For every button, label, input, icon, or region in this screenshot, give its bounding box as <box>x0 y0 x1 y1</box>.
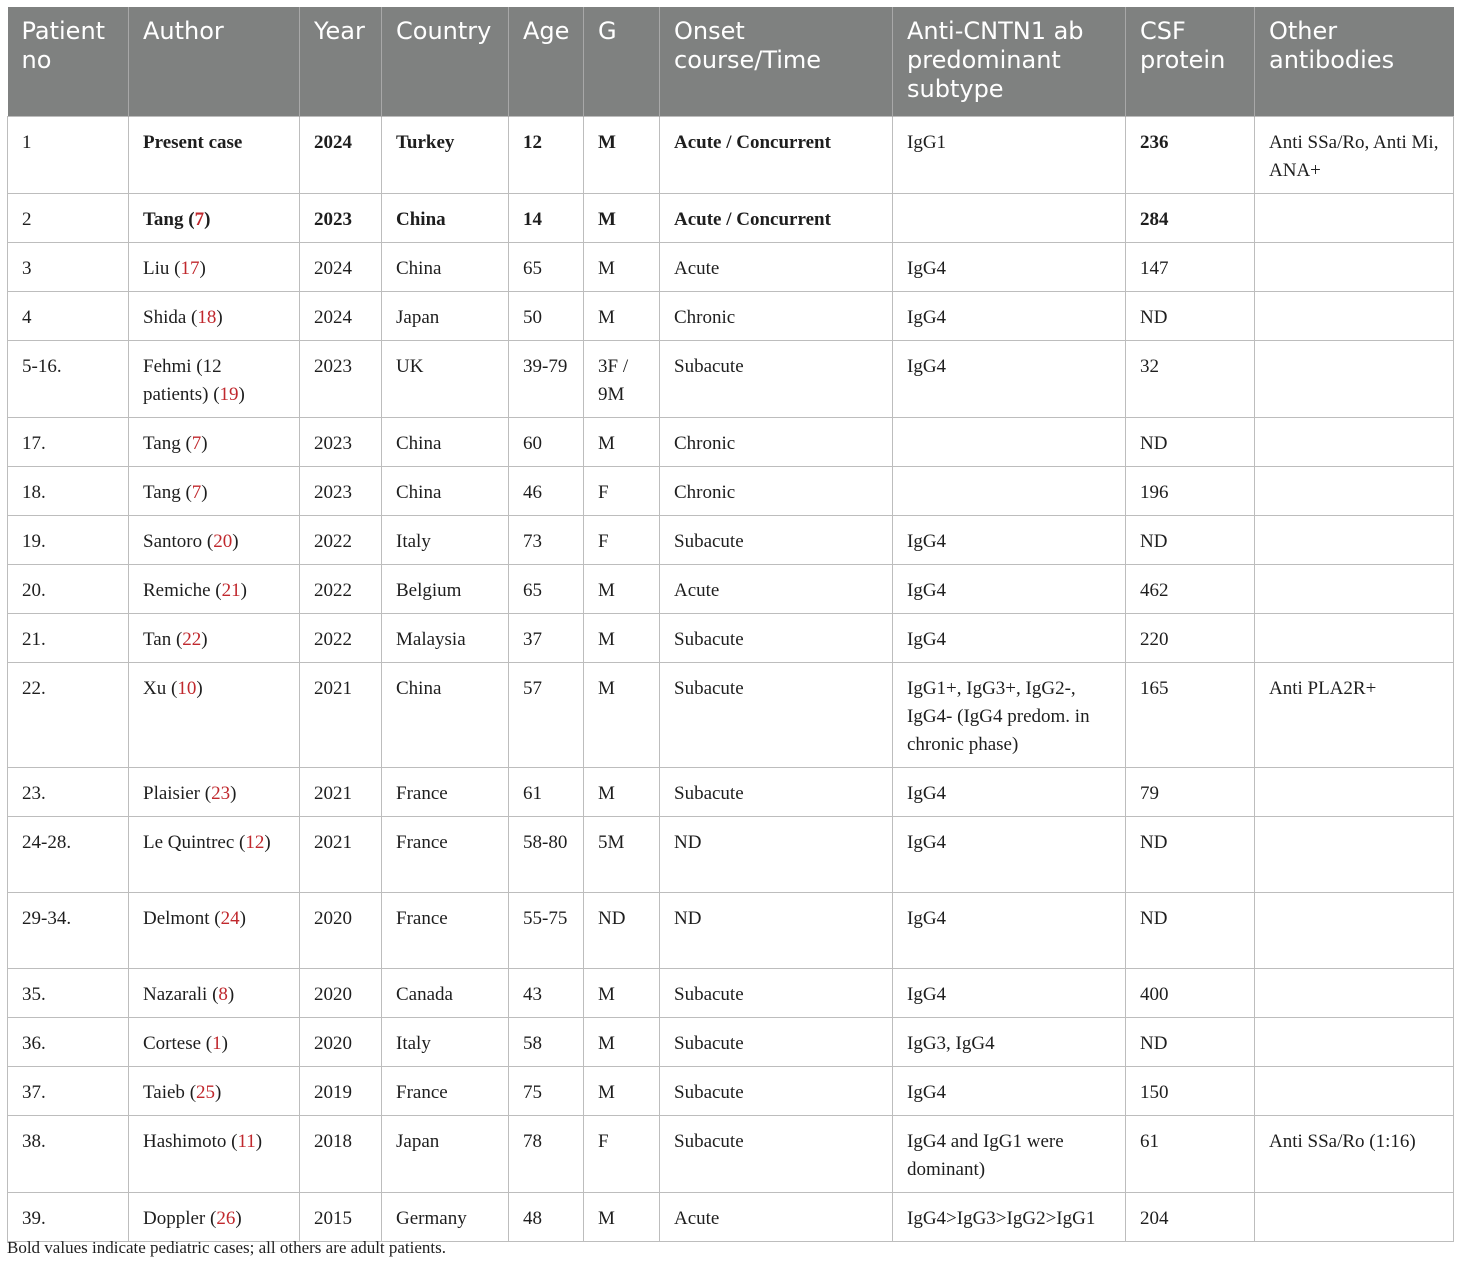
age-cell: 14 <box>509 194 584 243</box>
gender-cell: F <box>584 467 660 516</box>
patient-no-cell: 20. <box>8 565 129 614</box>
year-cell: 2023 <box>300 418 382 467</box>
age-cell: 48 <box>509 1193 584 1242</box>
country-cell: France <box>382 768 509 817</box>
author-name: Le Quintrec <box>143 832 235 853</box>
age-cell: 37 <box>509 614 584 663</box>
reference-link[interactable]: 19 <box>219 384 239 405</box>
gender-cell: 3F / 9M <box>584 341 660 418</box>
onset-cell: Acute / Concurrent <box>660 194 893 243</box>
subtype-cell: IgG4 <box>893 516 1126 565</box>
other-antibodies-cell: Anti PLA2R+ <box>1255 663 1454 768</box>
other-antibodies-cell <box>1255 768 1454 817</box>
csf-protein-cell: 236 <box>1126 117 1255 194</box>
country-cell: China <box>382 418 509 467</box>
onset-cell: Chronic <box>660 292 893 341</box>
reference-link[interactable]: 7 <box>191 482 202 503</box>
other-antibodies-cell <box>1255 292 1454 341</box>
country-cell: Turkey <box>382 117 509 194</box>
onset-cell: Acute <box>660 243 893 292</box>
other-antibodies-cell <box>1255 194 1454 243</box>
subtype-cell: IgG4 <box>893 243 1126 292</box>
author-cell: Delmont (24) <box>129 893 300 969</box>
country-cell: Italy <box>382 516 509 565</box>
author-cell: Nazarali (8) <box>129 969 300 1018</box>
age-cell: 57 <box>509 663 584 768</box>
gender-cell: M <box>584 292 660 341</box>
csf-protein-cell: 61 <box>1126 1116 1255 1193</box>
country-cell: UK <box>382 341 509 418</box>
patient-no-cell: 35. <box>8 969 129 1018</box>
other-antibodies-cell <box>1255 969 1454 1018</box>
country-cell: France <box>382 1067 509 1116</box>
other-antibodies-cell: Anti SSa/Ro, Anti Mi, ANA+ <box>1255 117 1454 194</box>
year-cell: 2022 <box>300 565 382 614</box>
table-row <box>8 1193 1454 1242</box>
other-antibodies-cell: Anti SSa/Ro (1:16) <box>1255 1116 1454 1193</box>
age-cell: 60 <box>509 418 584 467</box>
other-antibodies-cell <box>1255 1193 1454 1242</box>
gender-cell: M <box>584 969 660 1018</box>
gender-cell: M <box>584 418 660 467</box>
onset-cell: Acute <box>660 565 893 614</box>
reference-link[interactable]: 23 <box>211 783 231 804</box>
csf-protein-cell: 32 <box>1126 341 1255 418</box>
csf-protein-cell: 462 <box>1126 565 1255 614</box>
patient-no-cell: 2 <box>8 194 129 243</box>
patient-no-cell: 18. <box>8 467 129 516</box>
author-name: Shida <box>143 307 187 328</box>
table-row <box>8 969 1454 1018</box>
subtype-cell: IgG3, IgG4 <box>893 1018 1126 1067</box>
csf-protein-cell: ND <box>1126 418 1255 467</box>
gender-cell: M <box>584 117 660 194</box>
country-cell: China <box>382 663 509 768</box>
author-name: Xu <box>143 678 167 699</box>
csf-protein-cell: 150 <box>1126 1067 1255 1116</box>
year-cell: 2024 <box>300 292 382 341</box>
author-name: Tang <box>143 209 184 230</box>
column-header: Year <box>300 7 382 117</box>
age-cell: 46 <box>509 467 584 516</box>
column-header: Anti-CNTN1 ab predominant subtype <box>893 7 1126 117</box>
table-row <box>8 893 1454 969</box>
author-name: Tang <box>143 482 181 503</box>
gender-cell: M <box>584 1193 660 1242</box>
table-row <box>8 117 1454 194</box>
reference-link[interactable]: 11 <box>237 1131 256 1152</box>
country-cell: Germany <box>382 1193 509 1242</box>
country-cell: France <box>382 893 509 969</box>
table-row <box>8 565 1454 614</box>
author-cell: Liu (17) <box>129 243 300 292</box>
patient-no-cell: 21. <box>8 614 129 663</box>
onset-cell: Subacute <box>660 516 893 565</box>
csf-protein-cell: 284 <box>1126 194 1255 243</box>
age-cell: 58 <box>509 1018 584 1067</box>
reference-link[interactable]: 26 <box>216 1208 236 1229</box>
reference-link[interactable]: 12 <box>245 832 265 853</box>
author-cell <box>129 117 300 194</box>
csf-protein-cell: ND <box>1126 893 1255 969</box>
patient-no-cell: 1 <box>8 117 129 194</box>
onset-cell: Subacute <box>660 969 893 1018</box>
other-antibodies-cell <box>1255 418 1454 467</box>
gender-cell: M <box>584 565 660 614</box>
country-cell: China <box>382 194 509 243</box>
patients-table <box>7 7 1454 1242</box>
gender-cell: 5M <box>584 817 660 893</box>
table-body <box>8 117 1454 1242</box>
author-name: Present case <box>143 132 243 153</box>
onset-cell: Chronic <box>660 418 893 467</box>
reference-link[interactable]: 18 <box>197 307 217 328</box>
patient-no-cell: 37. <box>8 1067 129 1116</box>
csf-protein-cell: 79 <box>1126 768 1255 817</box>
gender-cell: M <box>584 243 660 292</box>
onset-cell: Chronic <box>660 467 893 516</box>
author-cell: Fehmi (12 patients) (19) <box>129 341 300 418</box>
table-row <box>8 516 1454 565</box>
column-header: G <box>584 7 660 117</box>
author-cell: Santoro (20) <box>129 516 300 565</box>
year-cell: 2015 <box>300 1193 382 1242</box>
csf-protein-cell: ND <box>1126 817 1255 893</box>
table-row <box>8 663 1454 768</box>
other-antibodies-cell <box>1255 614 1454 663</box>
other-antibodies-cell <box>1255 243 1454 292</box>
reference-link[interactable]: 21 <box>221 580 241 601</box>
author-cell: Cortese (1) <box>129 1018 300 1067</box>
other-antibodies-cell <box>1255 1018 1454 1067</box>
table-footnote: Bold values indicate pediatric cases; all others are adult patients. <box>7 1238 447 1257</box>
subtype-cell: IgG4 <box>893 817 1126 893</box>
country-cell: Malaysia <box>382 614 509 663</box>
column-header: Country <box>382 7 509 117</box>
column-header: Author <box>129 7 300 117</box>
author-cell: Doppler (26) <box>129 1193 300 1242</box>
table-row <box>8 1067 1454 1116</box>
author-name: Tang <box>143 433 181 454</box>
gender-cell: ND <box>584 893 660 969</box>
table-row <box>8 341 1454 418</box>
age-cell: 78 <box>509 1116 584 1193</box>
patient-no-cell: 23. <box>8 768 129 817</box>
author-name: Liu <box>143 258 170 279</box>
subtype-cell: IgG4 <box>893 565 1126 614</box>
gender-cell: M <box>584 1018 660 1067</box>
age-cell: 55-75 <box>509 893 584 969</box>
column-header: Other antibodies <box>1255 7 1454 117</box>
onset-cell: Subacute <box>660 614 893 663</box>
author-cell: Tan (22) <box>129 614 300 663</box>
csf-protein-cell: 165 <box>1126 663 1255 768</box>
age-cell: 75 <box>509 1067 584 1116</box>
onset-cell: Subacute <box>660 768 893 817</box>
author-cell: Remiche (21) <box>129 565 300 614</box>
gender-cell: F <box>584 1116 660 1193</box>
subtype-cell: IgG4>IgG3>IgG2>IgG1 <box>893 1193 1126 1242</box>
gender-cell: F <box>584 516 660 565</box>
table-row <box>8 418 1454 467</box>
year-cell: 2018 <box>300 1116 382 1193</box>
reference-link[interactable]: 25 <box>196 1082 216 1103</box>
author-name: Cortese <box>143 1033 202 1054</box>
author-name: Nazarali <box>143 984 208 1005</box>
patient-no-cell: 38. <box>8 1116 129 1193</box>
author-name: Santoro <box>143 531 203 552</box>
gender-cell: M <box>584 1067 660 1116</box>
table-row <box>8 1018 1454 1067</box>
year-cell: 2021 <box>300 768 382 817</box>
other-antibodies-cell <box>1255 467 1454 516</box>
subtype-cell: IgG4 <box>893 969 1126 1018</box>
author-cell: Taieb (25) <box>129 1067 300 1116</box>
author-cell: Plaisier (23) <box>129 768 300 817</box>
gender-cell: M <box>584 614 660 663</box>
country-cell: Japan <box>382 1116 509 1193</box>
other-antibodies-cell <box>1255 516 1454 565</box>
country-cell: China <box>382 467 509 516</box>
year-cell: 2022 <box>300 516 382 565</box>
age-cell: 50 <box>509 292 584 341</box>
reference-link[interactable]: 1 <box>212 1033 222 1054</box>
country-cell: Canada <box>382 969 509 1018</box>
subtype-cell: IgG4 <box>893 893 1126 969</box>
country-cell: Japan <box>382 292 509 341</box>
author-name: Tan <box>143 629 172 650</box>
onset-cell: ND <box>660 893 893 969</box>
author-name: Plaisier <box>143 783 200 804</box>
age-cell: 73 <box>509 516 584 565</box>
country-cell: Belgium <box>382 565 509 614</box>
table-row <box>8 194 1454 243</box>
year-cell: 2024 <box>300 243 382 292</box>
country-cell: France <box>382 817 509 893</box>
country-cell: Italy <box>382 1018 509 1067</box>
author-cell: Le Quintrec (12) <box>129 817 300 893</box>
column-header: CSF protein <box>1126 7 1255 117</box>
column-header: Age <box>509 7 584 117</box>
subtype-cell: IgG4 and IgG1 were dominant) <box>893 1116 1126 1193</box>
csf-protein-cell: 400 <box>1126 969 1255 1018</box>
onset-cell: Subacute <box>660 1116 893 1193</box>
year-cell: 2022 <box>300 614 382 663</box>
age-cell: 43 <box>509 969 584 1018</box>
subtype-cell: IgG4 <box>893 1067 1126 1116</box>
other-antibodies-cell <box>1255 1067 1454 1116</box>
patient-no-cell: 36. <box>8 1018 129 1067</box>
patient-no-cell: 19. <box>8 516 129 565</box>
patient-no-cell: 29-34. <box>8 893 129 969</box>
table-container <box>7 7 1453 1242</box>
reference-link[interactable]: 7 <box>191 433 202 454</box>
csf-protein-cell: 220 <box>1126 614 1255 663</box>
table-row <box>8 817 1454 893</box>
subtype-cell: IgG4 <box>893 614 1126 663</box>
age-cell: 65 <box>509 565 584 614</box>
country-cell: China <box>382 243 509 292</box>
year-cell: 2023 <box>300 194 382 243</box>
author-name: Taieb <box>143 1082 185 1103</box>
patient-no-cell: 24-28. <box>8 817 129 893</box>
table-row <box>8 467 1454 516</box>
author-name: Remiche <box>143 580 211 601</box>
author-cell: Hashimoto (11) <box>129 1116 300 1193</box>
author-cell: Tang (7) <box>129 418 300 467</box>
patient-no-cell: 3 <box>8 243 129 292</box>
header-row <box>8 7 1454 117</box>
subtype-cell: IgG1 <box>893 117 1126 194</box>
subtype-cell: IgG4 <box>893 292 1126 341</box>
year-cell: 2021 <box>300 817 382 893</box>
csf-protein-cell: 204 <box>1126 1193 1255 1242</box>
author-cell: Xu (10) <box>129 663 300 768</box>
year-cell: 2020 <box>300 893 382 969</box>
gender-cell: M <box>584 194 660 243</box>
onset-cell: Subacute <box>660 663 893 768</box>
author-cell: Shida (18) <box>129 292 300 341</box>
age-cell: 65 <box>509 243 584 292</box>
onset-cell: Subacute <box>660 1067 893 1116</box>
table-row <box>8 614 1454 663</box>
author-name: Doppler <box>143 1208 206 1229</box>
gender-cell: M <box>584 768 660 817</box>
column-header: Onset course/Time <box>660 7 893 117</box>
csf-protein-cell: 147 <box>1126 243 1255 292</box>
age-cell: 61 <box>509 768 584 817</box>
reference-link[interactable]: 24 <box>220 908 240 929</box>
age-cell: 12 <box>509 117 584 194</box>
reference-link[interactable]: 10 <box>177 678 197 699</box>
subtype-cell <box>893 467 1126 516</box>
csf-protein-cell: ND <box>1126 516 1255 565</box>
subtype-cell: IgG4 <box>893 768 1126 817</box>
year-cell: 2024 <box>300 117 382 194</box>
subtype-cell <box>893 418 1126 467</box>
reference-link[interactable]: 17 <box>180 258 200 279</box>
patient-no-cell: 39. <box>8 1193 129 1242</box>
year-cell: 2020 <box>300 969 382 1018</box>
other-antibodies-cell <box>1255 817 1454 893</box>
table-row <box>8 1116 1454 1193</box>
author-name: Fehmi (12 patients) <box>143 356 222 405</box>
other-antibodies-cell <box>1255 893 1454 969</box>
author-name: Hashimoto <box>143 1131 227 1152</box>
other-antibodies-cell <box>1255 341 1454 418</box>
column-header: Patient no <box>8 7 129 117</box>
onset-cell: ND <box>660 817 893 893</box>
subtype-cell: IgG1+, IgG3+, IgG2-, IgG4- (IgG4 predom. in chronic phase) <box>893 663 1126 768</box>
author-cell: Tang (7) <box>129 467 300 516</box>
age-cell: 58-80 <box>509 817 584 893</box>
other-antibodies-cell <box>1255 565 1454 614</box>
reference-link[interactable]: 7 <box>194 209 205 230</box>
onset-cell: Subacute <box>660 1018 893 1067</box>
author-name: Delmont <box>143 908 210 929</box>
year-cell: 2019 <box>300 1067 382 1116</box>
reference-link[interactable]: 20 <box>213 531 233 552</box>
csf-protein-cell: ND <box>1126 292 1255 341</box>
year-cell: 2021 <box>300 663 382 768</box>
year-cell: 2020 <box>300 1018 382 1067</box>
csf-protein-cell: 196 <box>1126 467 1255 516</box>
onset-cell: Subacute <box>660 341 893 418</box>
patient-no-cell: 4 <box>8 292 129 341</box>
table-row <box>8 243 1454 292</box>
subtype-cell <box>893 194 1126 243</box>
onset-cell: Acute <box>660 1193 893 1242</box>
reference-link[interactable]: 8 <box>218 984 228 1005</box>
onset-cell: Acute / Concurrent <box>660 117 893 194</box>
patient-no-cell: 22. <box>8 663 129 768</box>
year-cell: 2023 <box>300 341 382 418</box>
table-row <box>8 292 1454 341</box>
patient-no-cell: 17. <box>8 418 129 467</box>
age-cell: 39-79 <box>509 341 584 418</box>
patient-no-cell: 5-16. <box>8 341 129 418</box>
csf-protein-cell: ND <box>1126 1018 1255 1067</box>
author-cell: Tang (7) <box>129 194 300 243</box>
gender-cell: M <box>584 663 660 768</box>
year-cell: 2023 <box>300 467 382 516</box>
table-row <box>8 768 1454 817</box>
reference-link[interactable]: 22 <box>182 629 202 650</box>
subtype-cell: IgG4 <box>893 341 1126 418</box>
